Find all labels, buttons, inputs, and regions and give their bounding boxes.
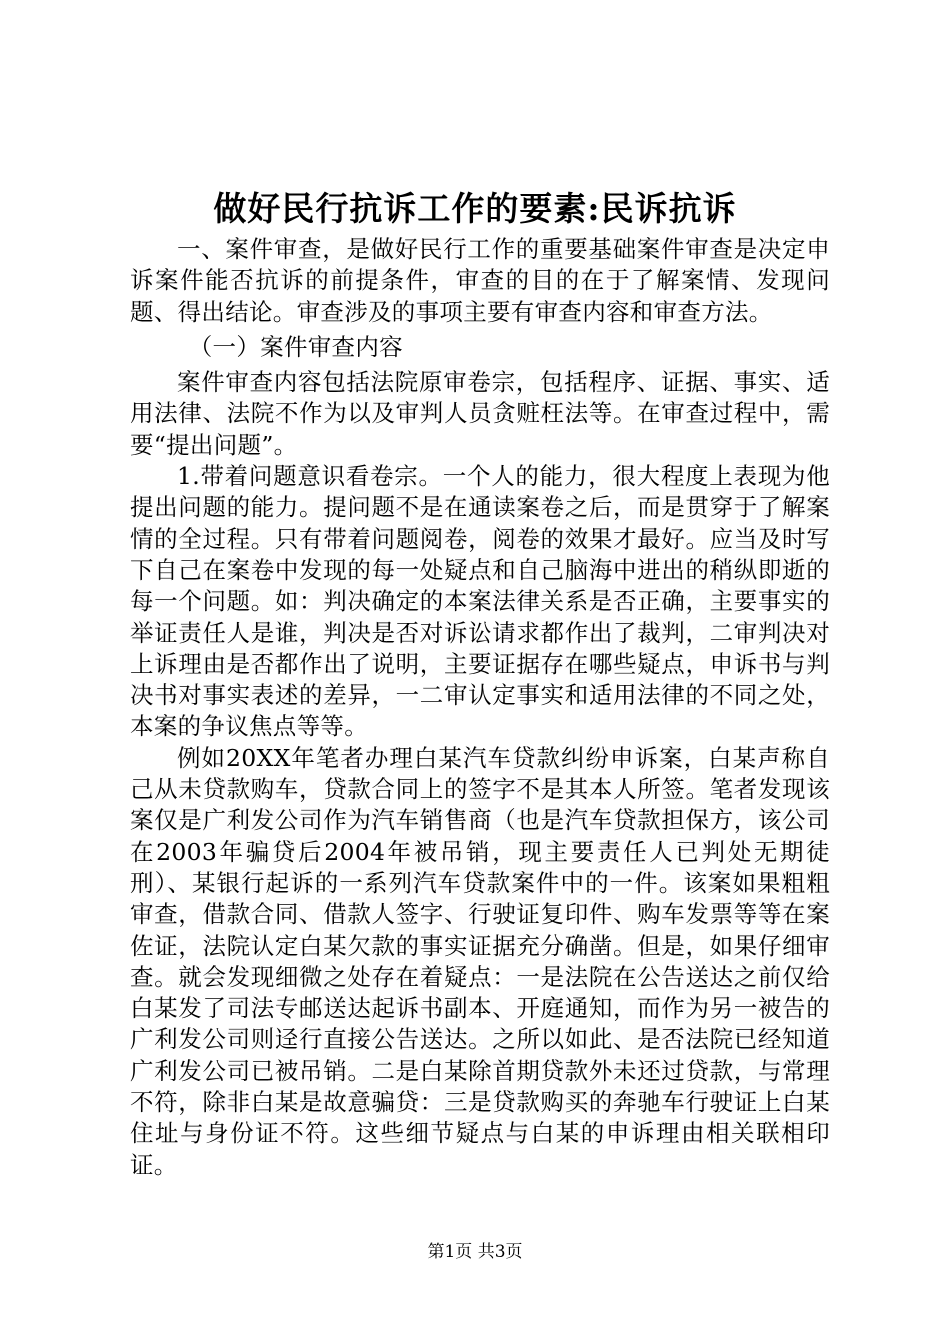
paragraph-point-1: 1.带着问题意识看卷宗。一个人的能力，很大程度上表现为他提出问题的能力。提问题不是在通读案卷之后，而是贯穿于了解案情的全过程。只有带着问题阅卷，阅卷的效果才最好。应当及时写下自己在案卷中发现的每一处疑点和自己脑海中进出的稍纵即逝的每一个问题。如：判决确定的本案法律关系是否正确，主要事实的举证责任人是谁，判决是否对诉讼请求都作出了裁判，二审判决对上诉理由是否都作出了说明，主要证据存在哪些疑点，申诉书与判决书对事实表述的差异，一二审认定事实和适用法律的不同之处，本案的争议焦点等等。 [130, 462, 830, 741]
page-footer: 第1页 共3页 [427, 1242, 523, 1262]
document-title: 做好民行抗诉工作的要素:民诉抗诉 [213, 189, 737, 228]
document-body [130, 234, 830, 1181]
paragraph-review-content: 案件审查内容包括法院原审卷宗，包括程序、证据、事实、适用法律、法院不作为以及审判人员贪赃枉法等。在审查过程中，需要“提出问题”。 [130, 368, 830, 459]
section-heading: （一）案件审查内容 [188, 332, 403, 361]
paragraph-intro: 一、案件审查，是做好民行工作的重要基础案件审查是决定申诉案件能否抗诉的前提条件，审查的目的在于了解案情、发现问题、得出结论。审查涉及的事项主要有审查内容和审查方法。 [130, 235, 830, 326]
paragraph-example: 例如20XX年笔者办理白某汽车贷款纠纷申诉案，白某声称自己从未贷款购车，贷款合同上的签字不是其本人所签。笔者发现该案仅是广利发公司作为汽车销售商（也是汽车贷款担保方，该公司在2003年骗贷后2004年被吊销，现主要责任人已判处无期徒刑）、某银行起诉的一系列汽车贷款案件中的一件。该案如果粗粗审查，借款合同、借款人签字、行驶证复印件、购车发票等等在案佐证，法院认定白某欠款的事实证据充分确凿。但是，如果仔细审查。就会发现细微之处存在着疑点：一是法院在公告送达之前仅给白某发了司法专邮送达起诉书副本、开庭通知，而作为另一被告的广利发公司则迳行直接公告送达。之所以如此、是否法院已经知道广利发公司已被吊销。二是白某除首期贷款外未还过贷款，与常理不符，除非白某是故意骗贷：三是贷款购买的奔驰车行驶证上白某住址与身份证不符。这些细节疑点与白某的申诉理由相关联相印证。 [130, 743, 830, 1179]
